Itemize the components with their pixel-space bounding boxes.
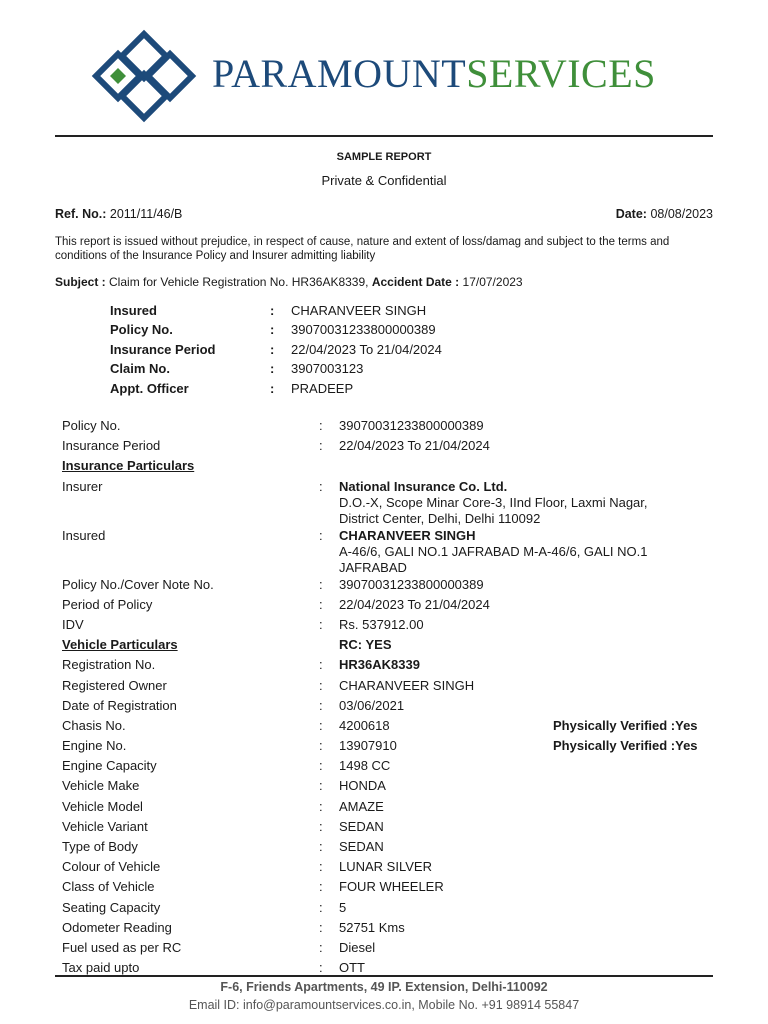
detail-label: Tax paid upto <box>62 960 140 976</box>
detail-label: Colour of Vehicle <box>62 859 161 875</box>
detail-label: Type of Body <box>62 839 138 854</box>
summary-value: 22/04/2023 To 21/04/2024 <box>291 341 442 357</box>
date-label: Date: <box>615 207 647 221</box>
vehicle-row <box>62 919 722 939</box>
detail-label: Engine Capacity <box>62 758 157 774</box>
summary-label: Appt. Officer <box>110 380 189 396</box>
detail-label: Policy No./Cover Note No. <box>62 576 214 592</box>
detail-label: Class of Vehicle <box>62 879 155 895</box>
detail-value: CHARANVEER SINGH <box>339 677 475 693</box>
colon: : <box>319 758 323 774</box>
subject-label: Subject : <box>55 275 106 289</box>
detail-label: Policy No. <box>62 418 121 433</box>
colon: : <box>319 859 323 875</box>
accident-date-value: 17/07/2023 <box>462 275 523 289</box>
colon: : <box>319 418 323 433</box>
detail-label: Insurance Period <box>62 438 161 454</box>
detail-value: 22/04/2023 To 21/04/2024 <box>339 438 490 454</box>
summary-label: Claim No. <box>110 361 170 377</box>
colon: : <box>319 616 323 632</box>
detail-label: Period of Policy <box>62 596 153 612</box>
colon: : <box>319 677 323 693</box>
detail-value: 52751 Kms <box>339 919 405 935</box>
detail-label: Vehicle Model <box>62 798 143 814</box>
colon: : <box>319 697 323 713</box>
detail-value: HR36AK8339 <box>339 657 420 673</box>
date-value: 08/08/2023 <box>650 207 713 221</box>
colon: : <box>319 899 323 915</box>
vehicle-row <box>62 878 722 898</box>
detail-label: Engine No. <box>62 738 127 754</box>
colon: : <box>319 738 323 754</box>
insurance-particulars-heading <box>62 457 722 477</box>
vehicle-row <box>62 777 722 797</box>
intro-paragraph: This report is issued without prejudice, in respect of cause, nature and extent of loss/damag and subject to the terms and conditions of the Insurance Policy and Insurer admitting liability <box>55 236 670 262</box>
vehicle-row <box>62 858 722 878</box>
colon: : <box>319 919 323 935</box>
summary-label: Insurance Period <box>110 341 216 357</box>
colon: : <box>319 798 323 814</box>
colon: : <box>319 778 323 794</box>
insurer-address-line: D.O.-X, Scope Minar Core-3, IInd Floor, Laxmi Nagar, <box>339 494 648 510</box>
detail-label: Insured <box>62 527 106 543</box>
summary-value: CHARANVEER SINGH <box>291 303 427 318</box>
detail-value: 39070031233800000389 <box>339 418 484 433</box>
detail-label: Odometer Reading <box>62 919 172 935</box>
detail-value: HONDA <box>339 778 386 794</box>
section-heading: Insurance Particulars <box>62 458 195 474</box>
report-subtitle: Private & Confidential <box>321 173 447 188</box>
vehicle-row <box>62 899 722 919</box>
summary-value: 39070031233800000389 <box>291 322 436 338</box>
detail-value: 1498 CC <box>339 758 391 774</box>
detail-row-idv <box>62 616 722 636</box>
brand-name <box>212 50 656 97</box>
accident-date-label: Accident Date : <box>371 275 460 289</box>
colon: : <box>319 818 323 834</box>
footer-divider <box>55 975 713 977</box>
colon: : <box>270 303 275 318</box>
reference-line <box>55 207 713 221</box>
colon: : <box>319 839 323 854</box>
vehicle-row <box>62 717 722 737</box>
summary-value: PRADEEP <box>291 380 354 396</box>
colon: : <box>319 960 323 976</box>
footer-address: F-6, Friends Apartments, 49 IP. Extension, Delhi-110092 <box>220 980 548 994</box>
detail-label: Fuel used as per RC <box>62 939 182 955</box>
diamond-lattice-logo <box>88 28 200 124</box>
detail-value: SEDAN <box>339 839 384 854</box>
detail-value: AMAZE <box>339 798 384 814</box>
detail-value: OTT <box>339 960 365 976</box>
report-date <box>616 207 713 221</box>
detail-label: Vehicle Variant <box>62 818 148 834</box>
vehicle-particulars <box>62 656 722 979</box>
insured-address-line: A-46/6, GALI NO.1 JAFRABAD M-A-46/6, GALI NO.1 <box>339 543 648 559</box>
verification-status: Physically Verified :Yes <box>553 738 698 754</box>
brand-word-services: SERVICES <box>466 51 656 96</box>
letterhead <box>0 0 768 140</box>
footer-contact: Email ID: info@paramountservices.co.in, Mobile No. +91 98914 55847 <box>188 998 580 1012</box>
insured-name: CHARANVEER SINGH <box>339 527 476 543</box>
colon: : <box>319 879 323 895</box>
colon: : <box>319 657 323 673</box>
ref-label: Ref. No.: <box>55 207 107 221</box>
detail-value: SEDAN <box>339 818 384 834</box>
colon: : <box>270 341 275 357</box>
colon: : <box>319 478 323 494</box>
colon: : <box>270 361 275 377</box>
vehicle-row <box>62 939 722 959</box>
rc-status: RC: YES <box>339 637 392 653</box>
detail-value: Rs. 537912.00 <box>339 616 424 632</box>
summary-label: Insured <box>110 303 157 318</box>
summary-label: Policy No. <box>110 322 173 338</box>
detail-value: 39070031233800000389 <box>339 576 484 592</box>
vehicle-row <box>62 757 722 777</box>
header-divider <box>55 135 713 137</box>
brand-word-paramount: PARAMOUNT <box>212 51 467 96</box>
ref-no <box>55 207 182 221</box>
detail-value: FOUR WHEELER <box>339 879 444 895</box>
section-heading: Vehicle Particulars <box>62 637 178 653</box>
vehicle-row <box>62 838 722 858</box>
detail-value: 03/06/2021 <box>339 697 405 713</box>
report-details <box>62 417 722 979</box>
colon: : <box>319 596 323 612</box>
detail-label: Seating Capacity <box>62 899 161 915</box>
vehicle-row <box>62 677 722 697</box>
colon: : <box>319 438 323 454</box>
vehicle-row <box>62 656 722 676</box>
colon: : <box>270 322 275 338</box>
detail-value: 22/04/2023 To 21/04/2024 <box>339 596 490 612</box>
detail-row-cover-note <box>62 576 722 596</box>
vehicle-particulars-heading <box>62 636 722 656</box>
detail-row-insurance-period <box>62 437 722 457</box>
vehicle-row <box>62 697 722 717</box>
subject-text: Claim for Vehicle Registration No. HR36AK8339, <box>109 275 369 289</box>
detail-row-policy-no <box>62 417 722 437</box>
insurer-address-line: District Center, Delhi, Delhi 110092 <box>339 510 541 526</box>
subject-line <box>55 275 715 289</box>
detail-value: 4200618 <box>339 717 390 733</box>
summary-value: 3907003123 <box>291 361 364 377</box>
vehicle-row <box>62 737 722 757</box>
detail-value: 13907910 <box>339 738 397 754</box>
detail-label: Chasis No. <box>62 717 126 733</box>
vehicle-row <box>62 818 722 838</box>
detail-label: IDV <box>62 616 84 632</box>
insurer-block <box>339 479 679 527</box>
detail-row-insured <box>62 527 722 576</box>
detail-value: Diesel <box>339 939 376 955</box>
insurer-name: National Insurance Co. Ltd. <box>339 478 508 494</box>
detail-label: Registration No. <box>62 657 156 673</box>
colon: : <box>319 576 323 592</box>
colon: : <box>270 380 275 396</box>
ref-value: 2011/11/46/B <box>109 207 183 221</box>
colon: : <box>319 717 323 733</box>
detail-label: Date of Registration <box>62 697 177 713</box>
detail-label: Registered Owner <box>62 677 167 693</box>
verification-status: Physically Verified :Yes <box>553 717 698 733</box>
colon: : <box>319 527 323 543</box>
detail-label: Vehicle Make <box>62 778 140 794</box>
insured-block <box>339 528 679 576</box>
detail-value: LUNAR SILVER <box>339 859 432 875</box>
detail-row-insurer <box>62 478 722 527</box>
vehicle-row <box>62 798 722 818</box>
colon: : <box>319 939 323 955</box>
detail-label: Insurer <box>62 478 103 494</box>
insured-address-line: JAFRABAD <box>339 559 407 575</box>
detail-value: 5 <box>339 899 347 915</box>
detail-row-period-of-policy <box>62 596 722 616</box>
report-title: SAMPLE REPORT <box>336 151 432 163</box>
